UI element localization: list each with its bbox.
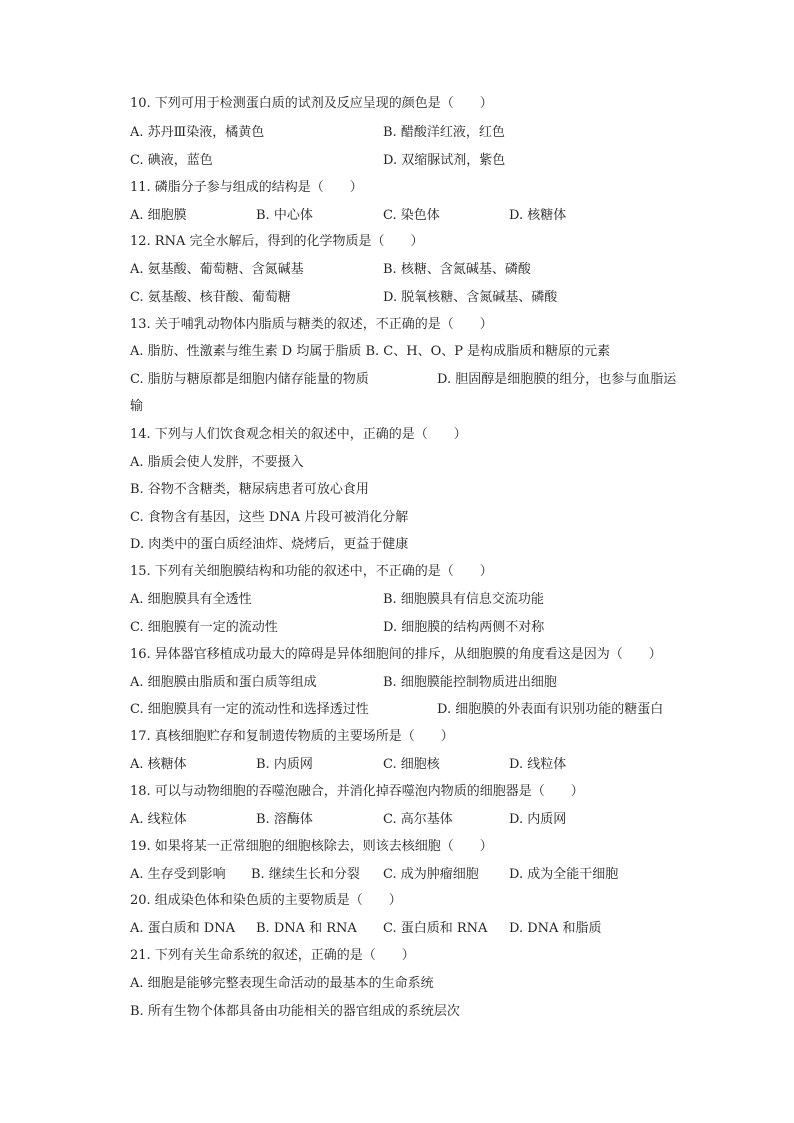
- q11-option-b: B. 中心体: [256, 208, 313, 223]
- q15-option-b: B. 细胞膜具有信息交流功能: [383, 592, 544, 607]
- q12-option-d: D. 脱氧核糖、含氮碱基、磷酸: [383, 290, 558, 305]
- q19-option-d: D. 成为全能干细胞: [509, 867, 619, 882]
- q12-option-a: A. 氨基酸、葡萄糖、含氮碱基: [130, 262, 304, 277]
- q14-option-c: C. 食物含有基因，这些 DNA 片段可被消化分解: [130, 510, 409, 525]
- q20-option-d: D. DNA 和脂质: [509, 921, 602, 936]
- q18-stem: 18. 可以与动物细胞的吞噬泡融合，并消化掉吞噬泡内物质的细胞器是（ ）: [130, 784, 584, 799]
- q14-option-a: A. 脂质会使人发胖，不要摄入: [130, 455, 304, 470]
- q13-option-c: C. 脂肪与糖原都是细胞内储存能量的物质: [130, 372, 369, 387]
- q11-option-d: D. 核糖体: [509, 208, 567, 223]
- q13-option-d-continued: 输: [130, 399, 144, 414]
- q20-option-a: A. 蛋白质和 DNA: [130, 921, 235, 936]
- q17-option-c: C. 细胞核: [383, 757, 440, 772]
- q13-stem: 13. 关于哺乳动物体内脂质与糖类的叙述，不正确的是（ ）: [130, 317, 493, 332]
- q10-option-b: B. 醋酸洋红液，红色: [383, 125, 505, 140]
- q21-option-a: A. 细胞是能够完整表现生命活动的最基本的生命系统: [130, 976, 434, 991]
- q12-option-c: C. 氨基酸、核苷酸、葡萄糖: [130, 290, 291, 305]
- q11-stem: 11. 磷脂分子参与组成的结构是（ ）: [130, 180, 363, 195]
- q15-option-a: A. 细胞膜具有全透性: [130, 592, 252, 607]
- q18-option-a: A. 线粒体: [130, 812, 187, 827]
- q10-option-a: A. 苏丹Ⅲ染液，橘黄色: [130, 125, 265, 140]
- q19-option-a: A. 生存受到影响: [130, 867, 226, 882]
- q15-stem: 15. 下列有关细胞膜结构和功能的叙述中，不正确的是（ ）: [130, 564, 493, 579]
- q17-option-a: A. 核糖体: [130, 757, 187, 772]
- q19-option-b: B. 继续生长和分裂: [251, 867, 360, 882]
- q19-stem: 19. 如果将某一正常细胞的细胞核除去，则该去核细胞（ ）: [130, 839, 493, 854]
- q16-option-b: B. 细胞膜能控制物质进出细胞: [383, 675, 557, 690]
- q14-stem: 14. 下列与人们饮食观念相关的叙述中，正确的是（ ）: [130, 427, 467, 442]
- q10-option-d: D. 双缩脲试剂，紫色: [383, 153, 506, 168]
- q19-option-c: C. 成为肿瘤细胞: [383, 867, 479, 882]
- q18-option-c: C. 高尔基体: [383, 812, 453, 827]
- q21-stem: 21. 下列有关生命系统的叙述，正确的是（ ）: [130, 948, 415, 963]
- q14-option-b: B. 谷物不含糖类，糖尿病患者可放心食用: [130, 482, 369, 497]
- q10-stem: 10. 下列可用于检测蛋白质的试剂及反应呈现的颜色是（ ）: [130, 96, 493, 111]
- q17-option-b: B. 内质网: [256, 757, 313, 772]
- q20-stem: 20. 组成染色体和染色质的主要物质是（ ）: [130, 893, 402, 908]
- q16-option-c: C. 细胞膜具有一定的流动性和选择透过性: [130, 702, 369, 717]
- q17-option-d: D. 线粒体: [509, 757, 567, 772]
- q13-option-d: D. 胆固醇是细胞膜的组分，也参与血脂运: [437, 372, 677, 387]
- q15-option-c: C. 细胞膜有一定的流动性: [130, 620, 278, 635]
- q11-option-c: C. 染色体: [383, 208, 440, 223]
- q11-option-a: A. 细胞膜: [130, 208, 187, 223]
- q10-option-c: C. 碘液，蓝色: [130, 153, 213, 168]
- q14-option-d: D. 肉类中的蛋白质经油炸、烧烤后，更益于健康: [130, 537, 409, 552]
- q20-option-b: B. DNA 和 RNA: [256, 921, 357, 936]
- q16-option-d: D. 细胞膜的外表面有识别功能的糖蛋白: [437, 702, 664, 717]
- q21-option-b: B. 所有生物个体都具备由功能相关的器官组成的系统层次: [130, 1004, 460, 1019]
- q12-stem: 12. RNA 完全水解后，得到的化学物质是（ ）: [130, 234, 424, 249]
- q16-stem: 16. 异体器官移植成功最大的障碍是异体细胞间的排斥，从细胞膜的角度看这是因为（ ）: [130, 647, 662, 662]
- q18-option-d: D. 内质网: [509, 812, 567, 827]
- q20-option-c: C. 蛋白质和 RNA: [383, 921, 488, 936]
- q17-stem: 17. 真核细胞贮存和复制遗传物质的主要场所是（ ）: [130, 729, 454, 744]
- q15-option-d: D. 细胞膜的结构两侧不对称: [383, 620, 545, 635]
- q18-option-b: B. 溶酶体: [256, 812, 313, 827]
- q13-option-ab: A. 脂肪、性激素与维生素 D 均属于脂质 B. C、H、O、P 是构成脂质和糖原的元素: [130, 344, 611, 359]
- q12-option-b: B. 核糖、含氮碱基、磷酸: [383, 262, 531, 277]
- q16-option-a: A. 细胞膜由脂质和蛋白质等组成: [130, 675, 317, 690]
